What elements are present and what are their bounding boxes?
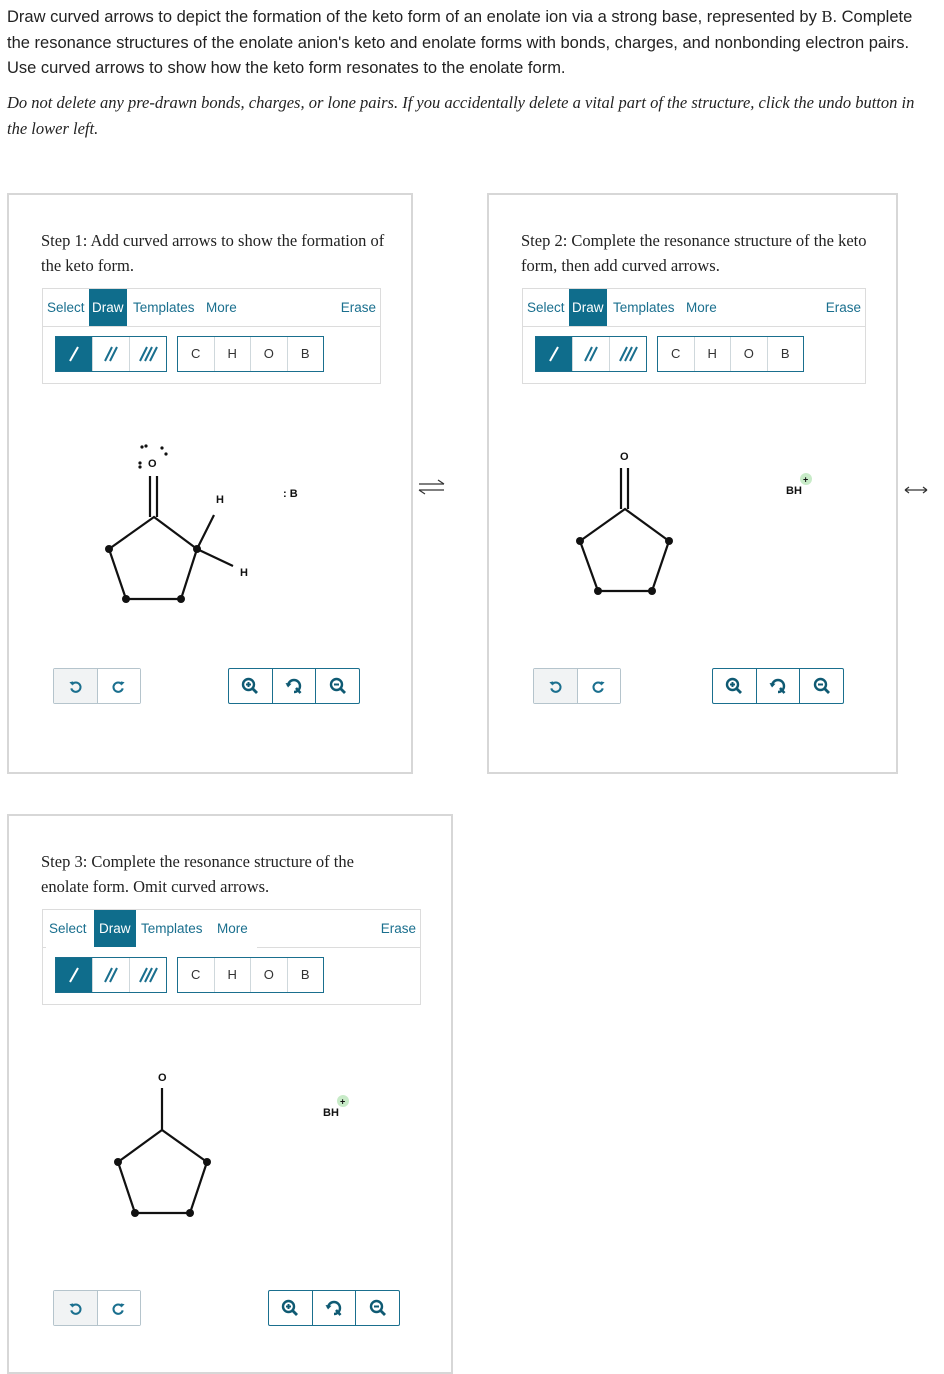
- step2-bh: BH: [786, 485, 802, 497]
- step2-oxygen-atom: O: [620, 451, 629, 463]
- draw-tab[interactable]: Draw: [89, 289, 127, 326]
- step1-h-atom-1: H: [216, 494, 224, 506]
- instructions-text: Draw curved arrows to depict the formation of the keto form of an enolate ion via a strong base, represented by B. Complete the resonance structures of the enolate anion's keto and enolate forms with bonds, charges, and nonbonding electron pairs. Use curved arrows to show how the keto form resonates to the enolate form.: [7, 7, 913, 77]
- step3-ring: [118, 1088, 207, 1213]
- step3-bh: BH: [323, 1107, 339, 1119]
- step2-title: Step 2: Complete the resonance structure of the keto form, then add curved arrows.: [521, 231, 867, 275]
- step3-oxygen-atom: O: [158, 1072, 167, 1084]
- oxygen-button[interactable]: O: [250, 337, 287, 371]
- step3-title: Step 3: Complete the resonance structure of the enolate form. Omit curved arrows.: [41, 852, 354, 896]
- hydrogen-button[interactable]: H: [214, 958, 251, 992]
- more-tab[interactable]: More: [206, 300, 237, 315]
- hydrogen-button[interactable]: H: [214, 337, 251, 371]
- boron-button[interactable]: B: [767, 337, 804, 371]
- oxygen-button[interactable]: O: [730, 337, 767, 371]
- step1-title: Step 1: Add curved arrows to show the formation of the keto form.: [41, 231, 385, 275]
- step2-charge: +: [803, 474, 809, 485]
- more-tab[interactable]: More: [686, 300, 717, 315]
- carbon-button[interactable]: C: [191, 346, 201, 361]
- draw-tab[interactable]: Draw: [94, 910, 136, 947]
- instructions-note: Do not delete any pre-drawn bonds, charges, or lone pairs. If you accidentally delete a vital part of the structure, click the undo button in the lower left.: [7, 93, 915, 138]
- select-tab[interactable]: Select: [527, 300, 565, 315]
- boron-button[interactable]: B: [287, 958, 324, 992]
- templates-tab[interactable]: Templates: [613, 300, 675, 315]
- hydrogen-button[interactable]: H: [694, 337, 731, 371]
- erase-button[interactable]: Erase: [825, 300, 861, 315]
- select-tab[interactable]: Select: [49, 921, 87, 936]
- erase-button[interactable]: Erase: [380, 921, 416, 936]
- step1-h-atom-2: H: [240, 567, 248, 579]
- step3-atom-dots: [114, 1158, 211, 1217]
- erase-button[interactable]: Erase: [340, 300, 376, 315]
- base-variable: B: [821, 7, 833, 26]
- boron-button[interactable]: B: [287, 337, 324, 371]
- templates-tab[interactable]: Templates: [141, 921, 203, 936]
- oxygen-button[interactable]: O: [250, 958, 287, 992]
- more-tab[interactable]: More: [217, 921, 248, 936]
- step1-oxygen-atom: O: [148, 458, 157, 470]
- draw-tab[interactable]: Draw: [569, 289, 607, 326]
- carbon-button[interactable]: C: [191, 967, 201, 982]
- carbon-button[interactable]: C: [671, 346, 681, 361]
- select-tab[interactable]: Select: [47, 300, 85, 315]
- templates-tab[interactable]: Templates: [133, 300, 195, 315]
- step1-base: : B: [283, 488, 298, 500]
- step3-charge: +: [340, 1096, 346, 1107]
